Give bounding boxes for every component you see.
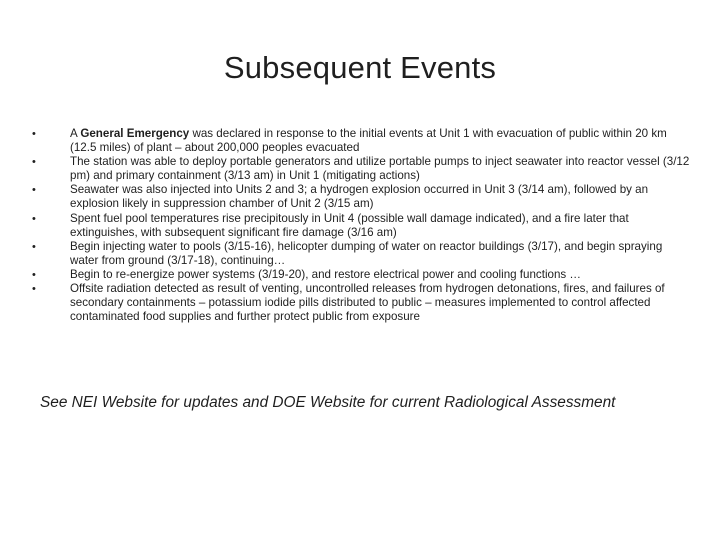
bullet-text: Begin injecting water to pools (3/15-16), helicopter dumping of water on reactor buildings (3/17), and begin spraying water from ground (3/17-18), continuing… bbox=[70, 239, 663, 267]
bullet-item bbox=[32, 212, 692, 240]
bullet-dot: • bbox=[32, 212, 36, 225]
bullet-dot: • bbox=[32, 283, 36, 296]
bullet-dot: • bbox=[32, 128, 36, 140]
bullet-item bbox=[32, 183, 692, 211]
bullet-list bbox=[32, 127, 692, 324]
bullet-text: Offsite radiation detected as result of venting, uncontrolled releases from hydrogen detonations, fires, and failures of secondary containments – potassium iodide pills distributed to public – measures implemented to control affected contaminated food supplies and further protect public from exposure bbox=[70, 282, 665, 324]
bullet-dot: • bbox=[32, 268, 36, 281]
bullet-item bbox=[32, 282, 692, 324]
bullet-text-lead: A bbox=[70, 127, 81, 140]
bullet-dot: • bbox=[32, 156, 36, 169]
bullet-text: Spent fuel pool temperatures rise precipitously in Unit 4 (possible wall damage indicated), and a fire later that extinguishes, with subsequent significant fire damage (3/16 am) bbox=[70, 211, 629, 239]
bullet-text: Begin to re-energize power systems (3/19-20), and restore electrical power and cooling functions … bbox=[70, 267, 582, 281]
bullet-item bbox=[32, 127, 692, 155]
bullet-text: was declared in response to the initial events at Unit 1 with evacuation of public within 20 km (12.5 miles) of plant – about 200,000 peoples evacuated bbox=[70, 127, 667, 155]
footer-note: See NEI Website for updates and DOE Website for current Radiological Assessment bbox=[40, 394, 616, 411]
bullet-item bbox=[32, 268, 692, 282]
bullet-dot: • bbox=[32, 184, 36, 197]
bullet-item bbox=[32, 155, 692, 183]
slide-title: Subsequent Events bbox=[223, 50, 497, 85]
bullet-text-bold: General Emergency bbox=[80, 127, 190, 140]
bullet-text: Seawater was also injected into Units 2 and 3; a hydrogen explosion occurred in Unit 3 (3/14 am), followed by an explosion likely in suppression chamber of Unit 2 (3/15 am) bbox=[70, 183, 649, 211]
bullet-text: The station was able to deploy portable generators and utilize portable pumps to inject seawater into reactor vessel (3/12 pm) and primary containment (3/13 am) in Unit 1 (mitigating actions) bbox=[70, 155, 690, 183]
bullet-dot: • bbox=[32, 240, 36, 253]
bullet-item bbox=[32, 240, 692, 268]
